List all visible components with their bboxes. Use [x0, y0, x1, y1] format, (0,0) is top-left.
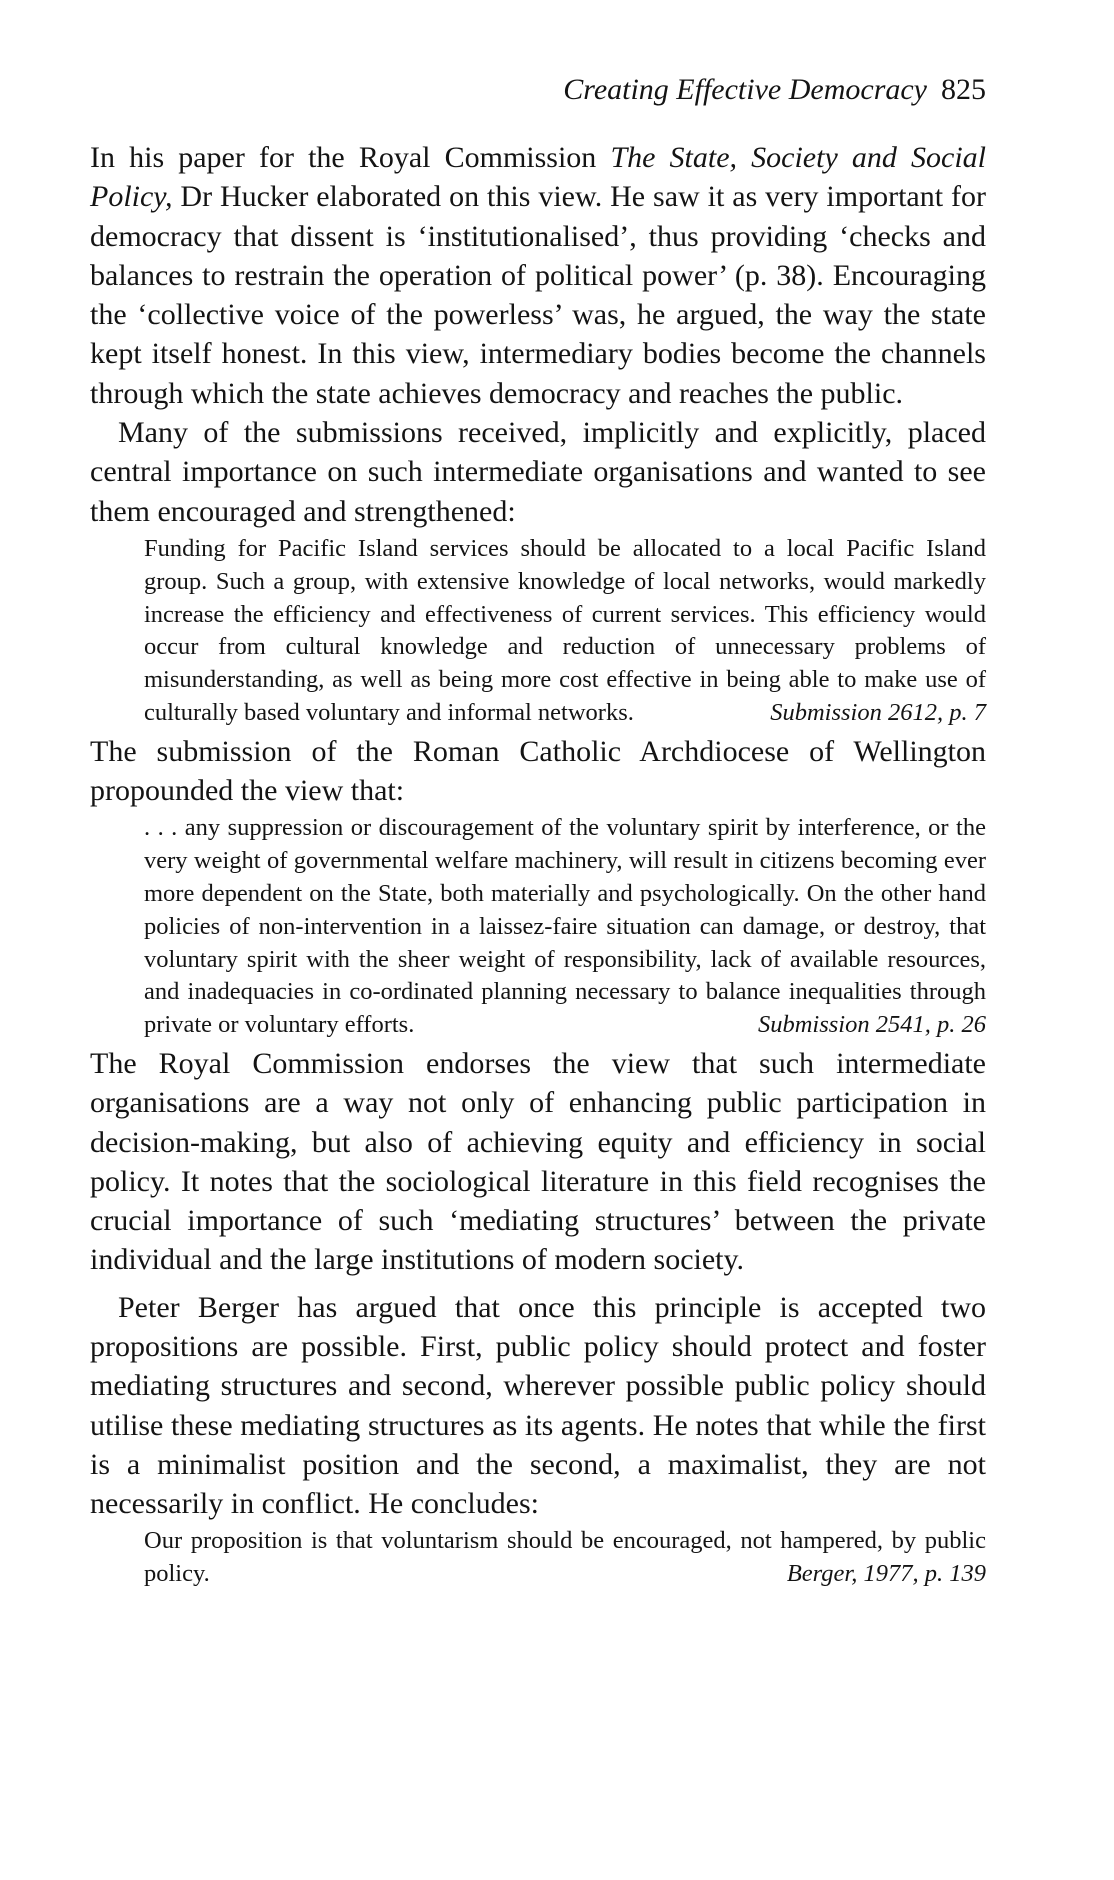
paragraph-2: Many of the submissions received, implicitly and explicitly, placed central importance on such intermediate organisations and wanted to see them encouraged and strengthened: [90, 416, 986, 528]
quote-citation: Berger, 1977, p. 139 [786, 1560, 986, 1588]
block-quote-2 [144, 812, 986, 1042]
paragraph-4: The Royal Commission endorses the view that such intermediate organisations are a way not only of enhancing public participation in decision-making, but also of achieving equity and efficiency in social policy. It notes that the sociological literature in this field recognises the crucial importance of such ‘mediating structures’ between the private individual and the large institutions of modern society. [90, 1046, 986, 1277]
block-quote-3 [144, 1525, 986, 1591]
paragraph-1: In his paper for the Royal Commission The State, Society and Social Policy, Dr Hucker elaborated on this view. He saw it as very important for democracy that dissent is ‘institutionalised’, thus providing ‘checks and balances to restrain the operation of political power’ (p. 38). Encouraging the ‘collective voice of the powerless’ was, he argued, the way the state kept itself honest. In this view, intermediary bodies become the channels through which the state achieves democracy and reaches the public. [90, 141, 986, 410]
page-number: 825 [941, 73, 986, 106]
paragraph-3: The submission of the Roman Catholic Archdiocese of Wellington propounded the view that: [90, 734, 986, 808]
quote-citation: Submission 2541, p. 26 [757, 1011, 986, 1039]
block-quote-1 [144, 533, 986, 730]
publication-title: The State, Society and Social Policy, [90, 141, 986, 214]
quote-text: Funding for Pacific Island services should be allocated to a local Pacific Island group. Such a group, with extensive knowledge of local networks, would markedly increase the efficiency and effectiveness of current services. This efficiency would occur from cultural knowledge and reduction of unnecessary problems of misunderstanding, as well as being more cost effective in being able to make use of culturally based voluntary and informal networks. [144, 534, 986, 726]
quote-text: Our proposition is that voluntarism should be encouraged, not hampered, by public policy. [144, 1527, 986, 1588]
paragraph-5: Peter Berger has argued that once this principle is accepted two propositions are possible. First, public policy should protect and foster mediating structures and second, wherever possible public policy should utilise these mediating structures as its agents. He notes that while the first is a minimalist position and the second, a maximalist, they are not necessarily in conflict. He concludes: [90, 1290, 986, 1521]
quote-citation: Submission 2612, p. 7 [770, 698, 986, 726]
chapter-title: Creating Effective Democracy [563, 73, 927, 106]
running-header [90, 70, 986, 110]
body-text [90, 138, 986, 1593]
quote-text: . . . any suppression or discouragement of the voluntary spirit by interference, or the very weight of governmental welfare machinery, will result in citizens becoming ever more dependent on the State, both materially and psychologically. On the other hand policies of non-intervention in a laissez-faire situation can damage, or destroy, that voluntary spirit with the sheer weight of responsibility, lack of available resources, and inadequacies in co-ordinated planning necessary to balance inequalities through private or voluntary efforts. [144, 814, 986, 1039]
